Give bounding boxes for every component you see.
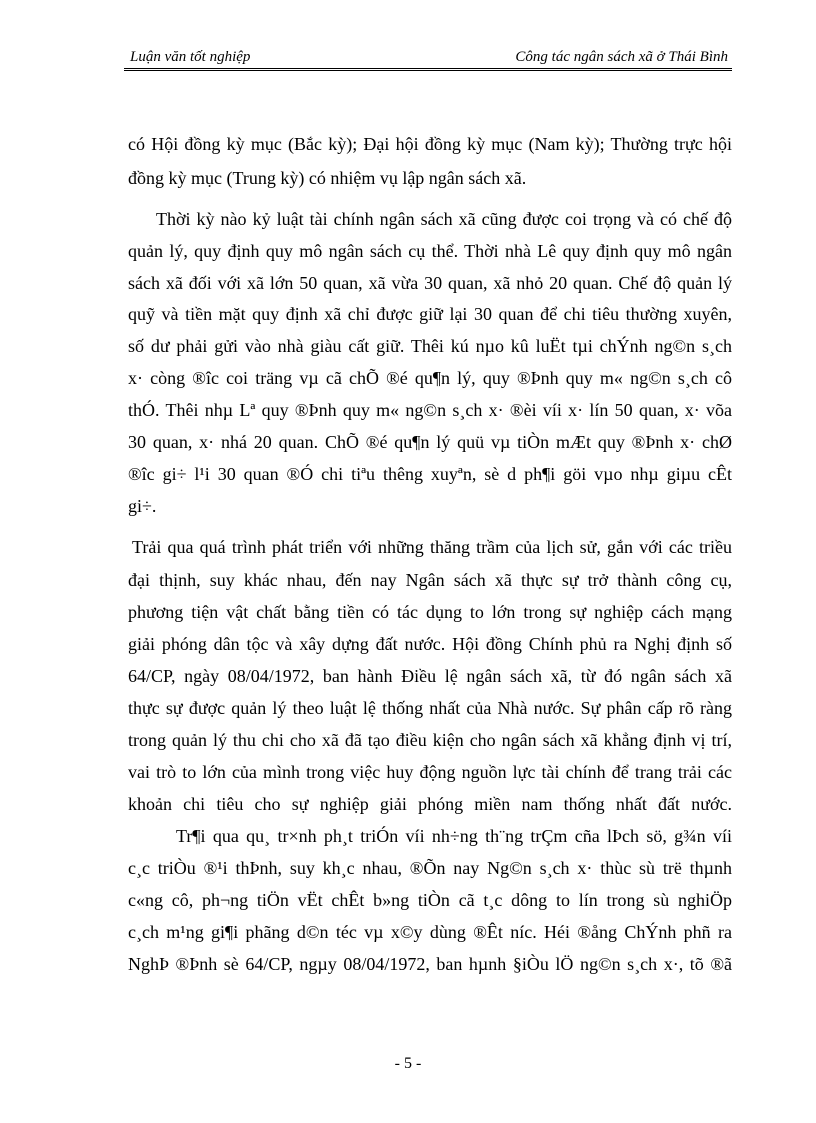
paragraph-2-line-4: quỹ và tiền mặt quy định xã chỉ được giữ lại 30 quan để chi tiêu thường xuyên, <box>128 304 732 324</box>
paragraph-3-line-2: đại thịnh, suy khác nhau, đến nay Ngân sách xã thực sự trở thành công cụ, <box>128 570 732 590</box>
paragraph-4-line-4: c¸ch m¹ng gi¶i phãng d©n téc vµ x©y dùng ®Êt níc. Héi ®ång ChÝnh phñ ra <box>128 922 732 942</box>
paragraph-2-line-1: Thời kỳ nào kỷ luật tài chính ngân sách xã cũng được coi trọng và có chế độ <box>156 209 732 229</box>
paragraph-2-line-6: x· còng ®îc coi träng vµ cã chÕ ®é qu¶n lý, quy ®Þnh quy m« ng©n s¸ch cô <box>128 368 732 388</box>
paragraph-2-line-8: 30 quan, x· nhá 20 quan. ChÕ ®é qu¶n lý quü vµ tiÒn mÆt quy ®Þnh x· chØ <box>128 432 732 452</box>
paragraph-2-line-5: số dư phải gửi vào nhà giàu cất giữ. Thêi kú nµo kû luËt tµi chÝnh ng©n s¸ch <box>128 336 732 356</box>
paragraph-3-line-6: thực sự được quản lý theo luật lệ thống nhất của Nhà nước. Sự phân cấp rõ ràng <box>128 698 732 718</box>
header-thesis-label: Luận văn tốt nghiệp <box>130 49 251 65</box>
paragraph-1-line-2: đồng kỳ mục (Trung kỳ) có nhiệm vụ lập ngân sách xã. <box>128 168 527 188</box>
page-number: - 5 - <box>394 1055 422 1072</box>
paragraph-2-line-3: sách xã đối với xã lớn 50 quan, xã vừa 30 quan, xã nhỏ 20 quan. Chế độ quản lý <box>128 273 732 293</box>
paragraph-3-line-5: 64/CP, ngày 08/04/1972, ban hành Điều lệ ngân sách xã, từ đó ngân sách xã <box>128 666 732 686</box>
paragraph-3-line-4: giải phóng dân tộc và xây dựng đất nước. Hội đồng Chính phủ ra Nghị định số <box>128 634 732 654</box>
paragraph-4-line-3: c«ng cô, ph¬ng tiÖn vËt chÊt b»ng tiÒn cã t¸c dông to lín trong sù nghiÖp <box>128 890 732 910</box>
paragraph-3-line-9: khoản chi tiêu cho sự nghiệp giải phóng miền nam thống nhất đất nước. <box>128 794 732 814</box>
paragraph-3-line-7: trong quản lý thu chi cho xã đã tạo điều kiện cho ngân sách xã khẳng định vị trí, <box>128 730 732 750</box>
page-header <box>124 46 732 71</box>
paragraph-2-line-10: gi÷. <box>128 496 157 516</box>
paragraph-4-line-2: c¸c triÒu ®¹i thÞnh, suy kh¸c nhau, ®Õn nay Ng©n s¸ch x· thùc sù trë thµnh <box>128 858 732 878</box>
paragraph-2-line-7: thÓ. Thêi nhµ Lª quy ®Þnh quy m« ng©n s¸ch x· ®èi víi x· lín 50 quan, x· võa <box>128 400 732 420</box>
paragraph-4-line-1: Tr¶i qua qu¸ tr×nh ph¸t triÓn víi nh÷ng th¨ng trÇm cña lÞch sö, g¾n víi <box>176 826 732 846</box>
paragraph-1-line-1: có Hội đồng kỳ mục (Bắc kỳ); Đại hội đồng kỳ mục (Nam kỳ); Thường trực hội <box>128 134 732 154</box>
paragraph-3-line-3: phương tiện vật chất bằng tiền có tác dụng to lớn trong sự nghiệp cách mạng <box>128 602 732 622</box>
paragraph-3-line-1: Trải qua quá trình phát triển với những thăng trầm của lịch sử, gắn với các triều <box>132 537 732 557</box>
paragraph-2-line-2: quản lý, quy định quy mô ngân sách cụ thể. Thời nhà Lê quy định quy mô ngân <box>128 241 732 261</box>
paragraph-4-line-5: NghÞ ®Þnh sè 64/CP, ngµy 08/04/1972, ban hµnh §iÒu lÖ ng©n s¸ch x·, tõ ®ã <box>128 954 732 974</box>
paragraph-3-line-8: vai trò to lớn của mình trong việc huy động nguồn lực tài chính để trang trải các <box>128 762 732 782</box>
paragraph-2-line-9: ®îc gi÷ l¹i 30 quan ®Ó chi tiªu thêng xuyªn, sè d ph¶i göi vµo nhµ giµu cÊt <box>128 464 732 484</box>
header-topic-label: Công tác ngân sách xã ở Thái Bình <box>515 49 728 65</box>
